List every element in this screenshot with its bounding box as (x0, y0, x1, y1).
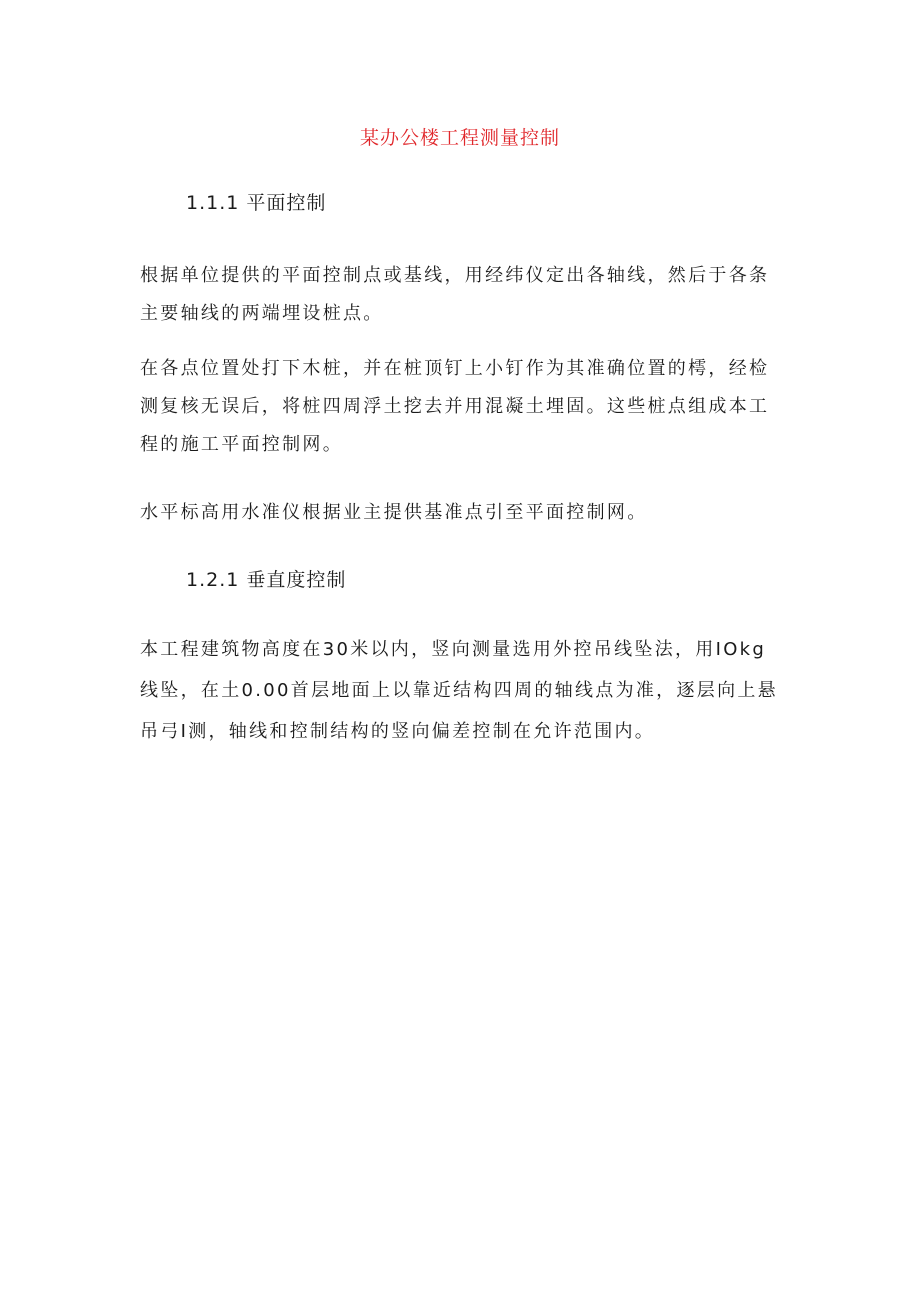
section-heading-plane-control: 1.1.1 平面控制 (186, 192, 327, 214)
paragraph: 根据单位提供的平面控制点或基线，用经纬仪定出各轴线，然后于各条主要轴线的两端埋设桩点。 (140, 265, 770, 324)
paragraph: 在各点位置处打下木桩，并在桩顶钉上小钉作为其准确位置的樗，经检测复核无误后，将桩四周浮土挖去并用混凝土埋固。这些桩点组成本工程的施工平面控制网。 (140, 358, 770, 455)
paragraph: 本工程建筑物高度在30米以内，竖向测量选用外控吊线坠法，用IOkg线坠，在土0.00首层地面上以靠近结构四周的轴线点为准，逐层向上悬吊弓I测，轴线和控制结构的竖向偏差控制在允许范围内。 (140, 639, 778, 742)
paragraph: 水平标高用水准仪根据业主提供基准点引至平面控制网。 (140, 502, 648, 523)
document-title: 某办公楼工程测量控制 (359, 127, 560, 149)
section-heading-verticality-control: 1.2.1 垂直度控制 (186, 569, 347, 591)
